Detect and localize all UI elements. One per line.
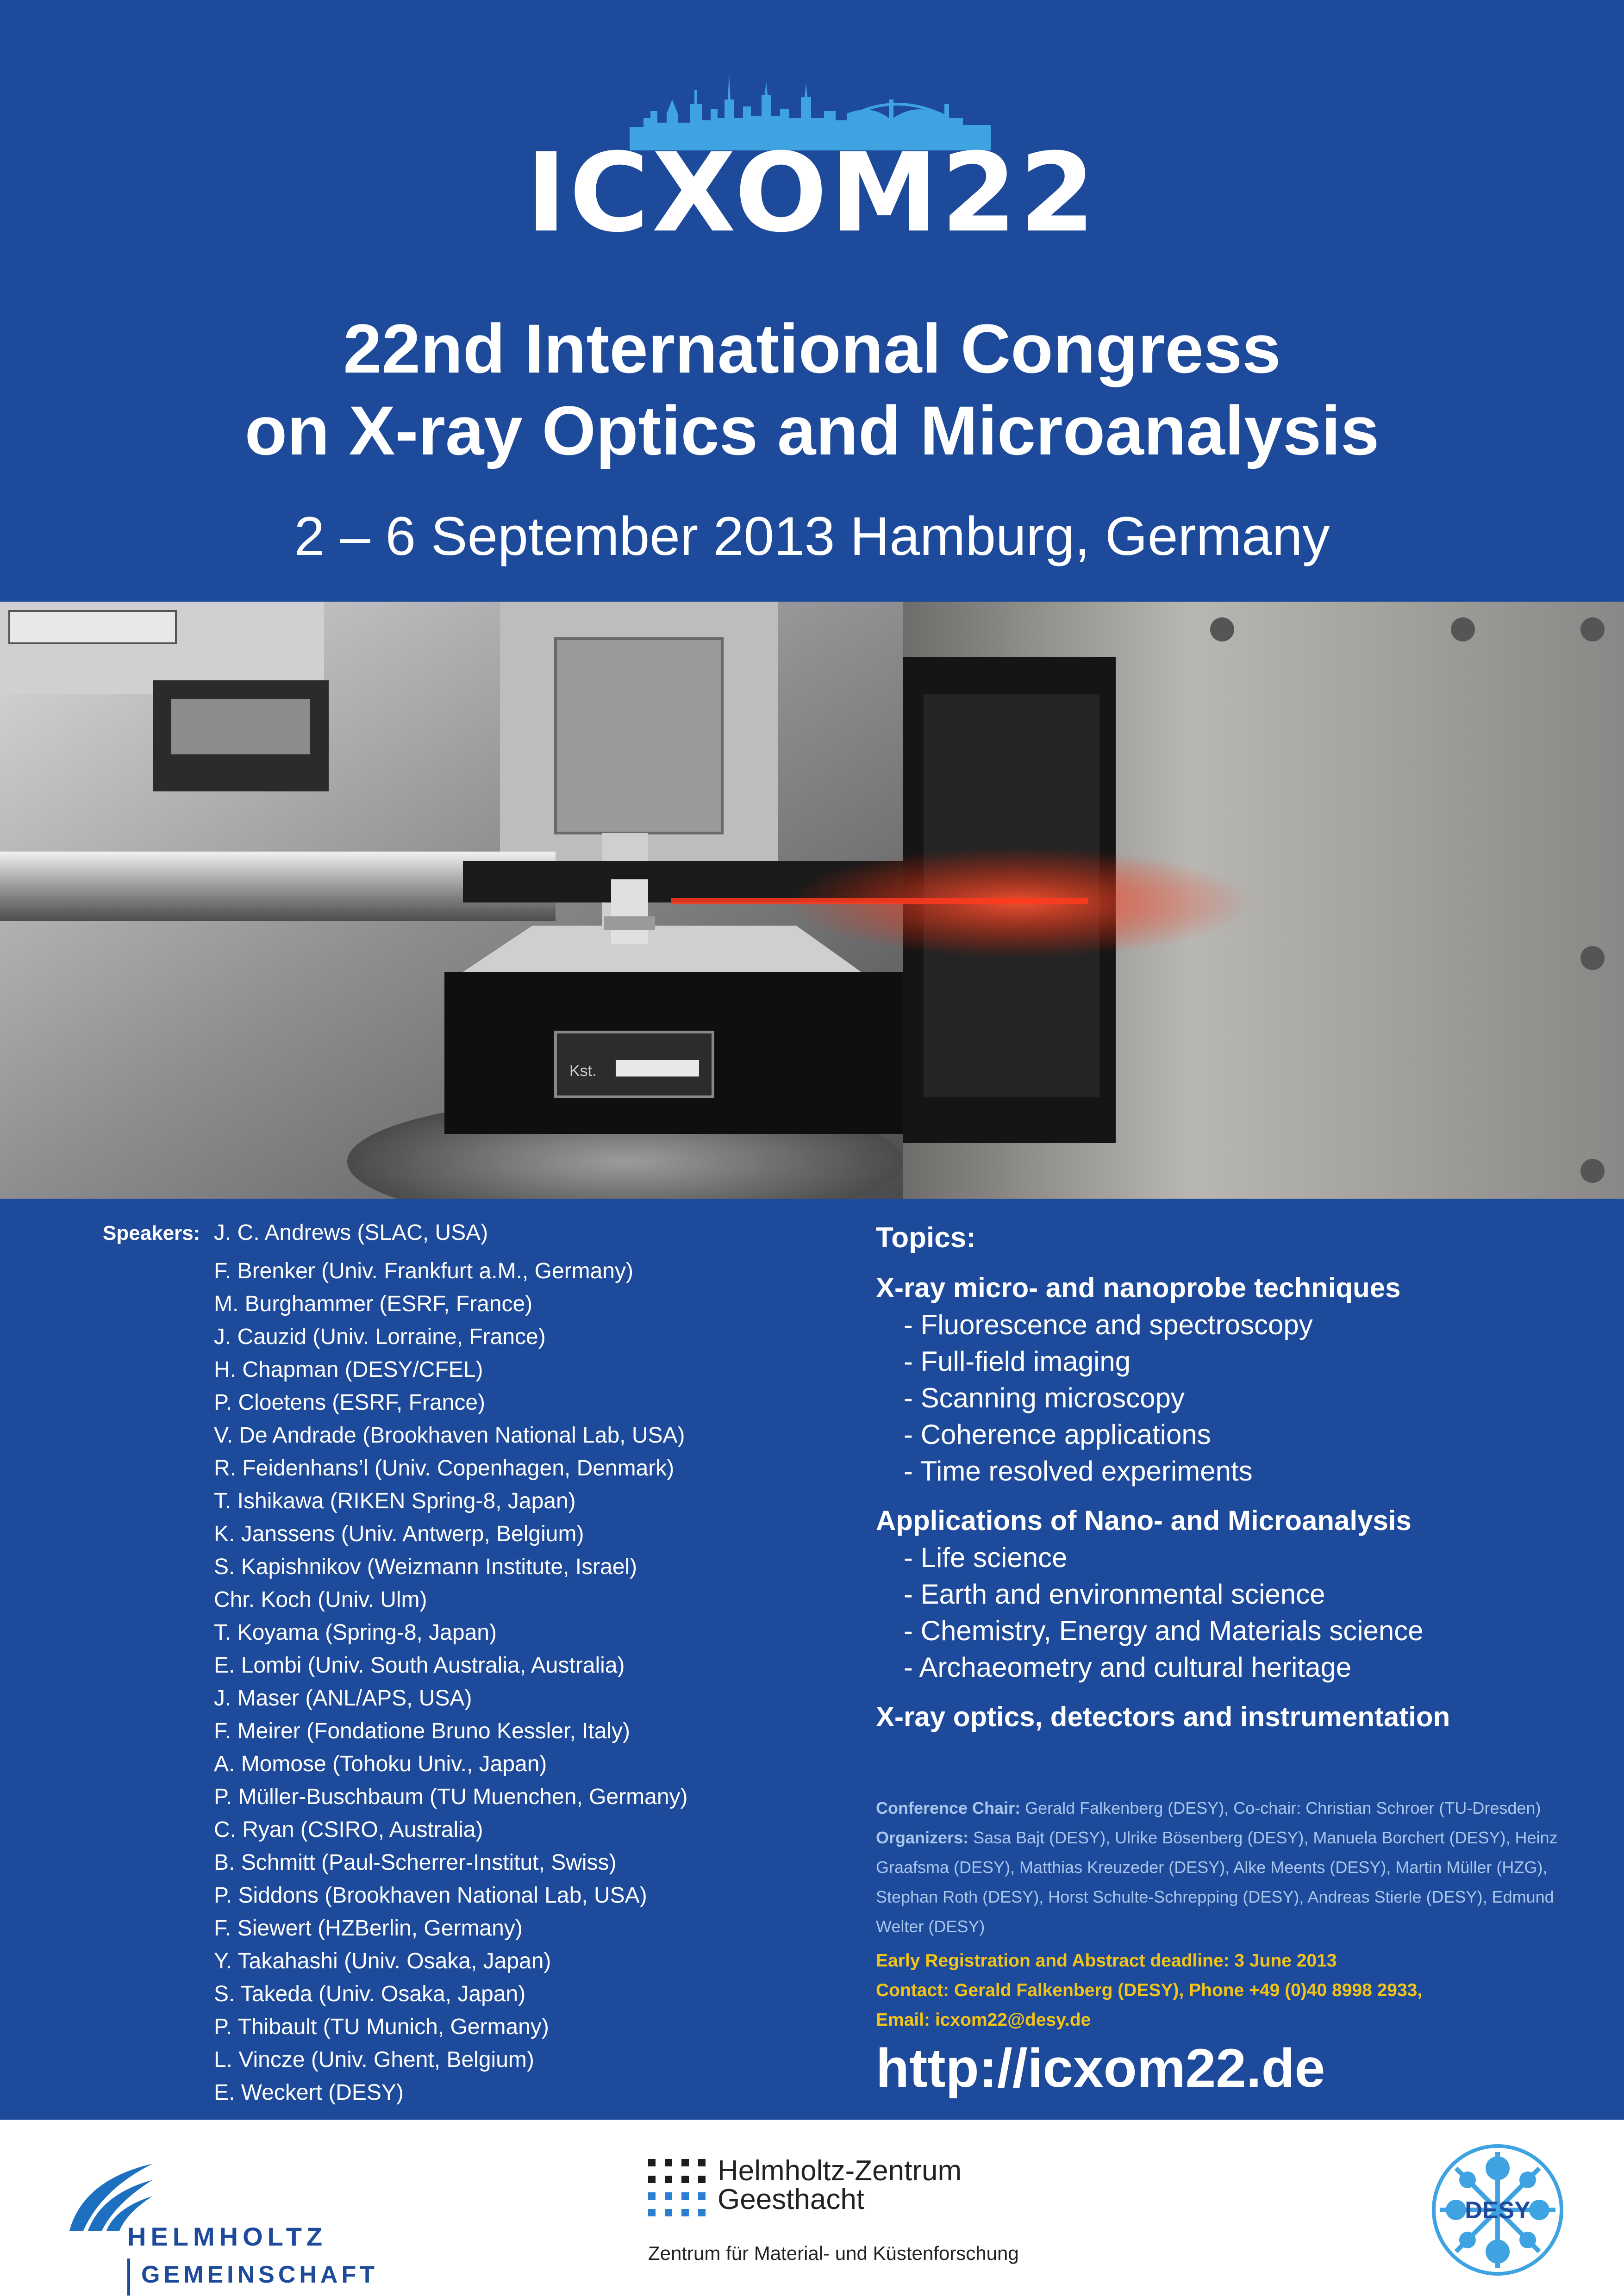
desy-logo	[1430, 2143, 1565, 2277]
speaker-item: B. Schmitt (Paul-Scherrer-Institut, Swiss)	[214, 1850, 617, 1875]
topic-item: - Chemistry, Energy and Materials science	[904, 1615, 1424, 1646]
website-url[interactable]: http://icxom22.de	[876, 2038, 1325, 2099]
speakers-label: Speakers:	[103, 1222, 200, 1244]
speaker-item: P. Müller-Buschbaum (TU Muenchen, Germany)	[214, 1785, 688, 1809]
topic-item: - Life science	[904, 1542, 1068, 1573]
congress-title	[0, 308, 1624, 472]
speaker-item: R. Feidenhans’l (Univ. Copenhagen, Denmark)	[214, 1456, 675, 1481]
speaker-item: M. Burghammer (ESRF, France)	[214, 1292, 533, 1316]
topics-section	[876, 1220, 1598, 1748]
topic-item: - Earth and environmental science	[904, 1579, 1325, 1610]
speaker-item: J. Maser (ANL/APS, USA)	[214, 1686, 472, 1711]
speaker-item: L. Vincze (Univ. Ghent, Belgium)	[214, 2047, 534, 2072]
speaker-item: F. Meirer (Fondatione Bruno Kessler, Italy)	[214, 1719, 631, 1743]
topics-heading: Topics:	[876, 1222, 976, 1254]
organizers-text: Sasa Bajt (DESY), Ulrike Bösenberg (DESY), Manuela Borchert (DESY), Heinz Graafsma (DESY), Matthias Kreuzeder (DESY), Alke Meents (DESY), Martin Müller (HZG), Stephan Roth (DESY), Horst Schulte-Schrepping (DESY), Andreas Stierle (DESY), Edmund Welter (DESY)	[876, 1828, 1558, 1936]
speaker-item: S. Kapishnikov (Weizmann Institute, Israel)	[214, 1555, 637, 1579]
date-location: 2 – 6 September 2013 Hamburg, Germany	[294, 506, 1330, 567]
speaker-item: A. Momose (Tohoku Univ., Japan)	[214, 1752, 547, 1776]
speaker-item: Chr. Koch (Univ. Ulm)	[214, 1587, 427, 1612]
topic-groups	[876, 1269, 1598, 1736]
topic-item: - Full-field imaging	[904, 1346, 1131, 1377]
topic-item: - Time resolved experiments	[904, 1456, 1253, 1487]
content-section	[0, 1199, 1624, 2120]
topic-group-title: X-ray optics, detectors and instrumentation	[876, 1701, 1450, 1732]
deadline-line: Early Registration and Abstract deadline: 3 June 2013	[876, 1951, 1337, 1971]
topic-item: - Scanning microscopy	[904, 1382, 1185, 1413]
topic-group	[876, 1699, 1598, 1736]
topic-group-title: X-ray micro- and nanoprobe techniques	[876, 1272, 1401, 1303]
speaker-item: J. C. Andrews (SLAC, USA)	[214, 1220, 488, 1245]
topic-group	[876, 1269, 1598, 1489]
topic-group	[876, 1502, 1598, 1686]
speaker-item: E. Lombi (Univ. South Australia, Australia)	[214, 1653, 625, 1678]
deadline-contact-block	[876, 1946, 1580, 2035]
footer	[0, 2120, 1624, 2296]
topic-item: - Fluorescence and spectroscopy	[904, 1309, 1313, 1340]
topic-item: - Archaeometry and cultural heritage	[904, 1652, 1352, 1683]
speaker-item: P. Thibault (TU Munich, Germany)	[214, 2015, 549, 2039]
organizers-label: Organizers:	[876, 1828, 969, 1847]
speaker-item: P. Siddons (Brookhaven National Lab, USA)	[214, 1883, 647, 1908]
topic-group-title: Applications of Nano- and Microanalysis	[876, 1505, 1412, 1536]
photo-label: Kst.	[569, 1062, 597, 1080]
speaker-item: Y. Takahashi (Univ. Osaka, Japan)	[214, 1949, 551, 1973]
speaker-item: V. De Andrade (Brookhaven National Lab, USA)	[214, 1423, 685, 1448]
speaker-item: T. Ishikawa (RIKEN Spring-8, Japan)	[214, 1489, 576, 1513]
hzg-subtitle: Zentrum für Material- und Küstenforschung	[648, 2242, 1019, 2264]
email-line[interactable]: Email: icxom22@desy.de	[876, 2010, 1091, 2030]
speaker-item: K. Janssens (Univ. Antwerp, Belgium)	[214, 1522, 584, 1546]
hzg-dot-grid-icon	[648, 2159, 708, 2224]
speaker-item: H. Chapman (DESY/CFEL)	[214, 1357, 483, 1382]
speaker-item: C. Ryan (CSIRO, Australia)	[214, 1817, 483, 1842]
hzg-logo	[648, 2155, 1019, 2277]
title-line-1: 22nd International Congress	[343, 310, 1281, 387]
topic-item: - Coherence applications	[904, 1419, 1211, 1450]
chair-label: Conference Chair:	[876, 1798, 1021, 1817]
helmholtz-divider	[127, 2259, 130, 2296]
speaker-item: J. Cauzid (Univ. Lorraine, France)	[214, 1325, 546, 1349]
speakers-list	[214, 1222, 688, 2109]
contact-line: Contact: Gerald Falkenberg (DESY), Phone +49 (0)40 8998 2933,	[876, 1980, 1423, 2000]
speaker-item: F. Brenker (Univ. Frankfurt a.M., Germany)	[214, 1259, 633, 1283]
chair-text: Gerald Falkenberg (DESY), Co-chair: Christian Schroer (TU-Dresden)	[1025, 1798, 1541, 1817]
hzg-name-line-2: Geesthacht	[718, 2184, 865, 2215]
speaker-item: F. Siewert (HZBerlin, Germany)	[214, 1916, 523, 1941]
speaker-item: T. Koyama (Spring-8, Japan)	[214, 1620, 497, 1645]
speaker-item: S. Takeda (Univ. Osaka, Japan)	[214, 1982, 526, 2006]
speaker-item: P. Cloetens (ESRF, France)	[214, 1390, 486, 1415]
speaker-item: E. Weckert (DESY)	[214, 2080, 404, 2105]
title-line-2: on X-ray Optics and Microanalysis	[244, 392, 1380, 469]
helmholtz-logo	[65, 2161, 380, 2288]
icxom22-logo-text: ICXOM22	[526, 130, 1098, 256]
helmholtz-subname: GEMEINSCHAFT	[141, 2261, 378, 2288]
header	[0, 0, 1624, 602]
desy-logo-text: DESY	[1465, 2197, 1530, 2224]
instrument-photo	[0, 602, 1624, 1199]
hzg-name	[718, 2157, 962, 2214]
helmholtz-name: HELMHOLTZ	[127, 2222, 327, 2251]
hzg-name-line-1: Helmholtz-Zentrum	[718, 2155, 962, 2187]
organizers-block	[876, 1793, 1580, 1941]
